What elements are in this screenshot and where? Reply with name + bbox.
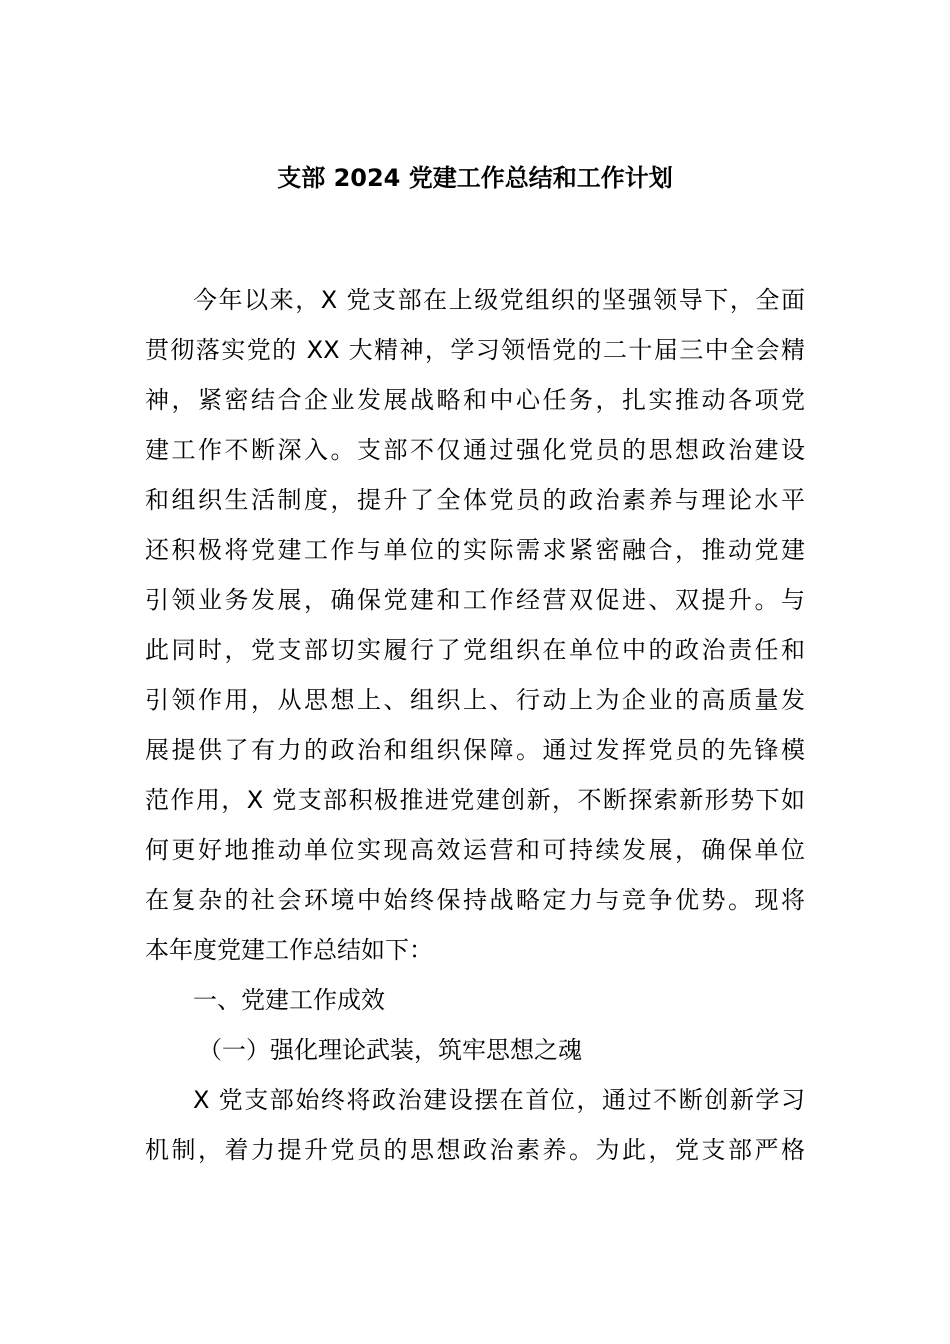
paragraph-line: 在复杂的社会环境中始终保持战略定力与竞争优势。现将 xyxy=(145,886,805,914)
paragraph-line: 展提供了有力的政治和组织保障。通过发挥党员的先锋模 xyxy=(145,736,805,764)
paragraph-line: 何更好地推动单位实现高效运营和可持续发展，确保单位 xyxy=(145,836,805,864)
paragraph-line: 今年以来，X 党支部在上级党组织的坚强领导下，全面 xyxy=(193,286,805,314)
paragraph-line: 和组织生活制度，提升了全体党员的政治素养与理论水平 xyxy=(145,486,805,514)
paragraph-line: 神，紧密结合企业发展战略和中心任务，扎实推动各项党 xyxy=(145,386,805,414)
paragraph-line: 此同时，党支部切实履行了党组织在单位中的政治责任和 xyxy=(145,636,805,664)
document-title: 支部 2024 党建工作总结和工作计划 xyxy=(277,164,673,192)
paragraph-line: 机制，着力提升党员的思想政治素养。为此，党支部严格 xyxy=(145,1136,805,1164)
paragraph-line: X 党支部始终将政治建设摆在首位，通过不断创新学习 xyxy=(193,1086,805,1114)
section-heading: 一、党建工作成效 xyxy=(193,986,385,1014)
paragraph-line: 还积极将党建工作与单位的实际需求紧密融合，推动党建 xyxy=(145,536,805,564)
subsection-heading: （一）强化理论武装，筑牢思想之魂 xyxy=(198,1036,582,1064)
paragraph-line: 本年度党建工作总结如下： xyxy=(145,936,433,964)
paragraph-line: 贯彻落实党的 XX 大精神，学习领悟党的二十届三中全会精 xyxy=(145,336,805,364)
paragraph-line: 建工作不断深入。支部不仅通过强化党员的思想政治建设 xyxy=(145,436,805,464)
paragraph-line: 引领业务发展，确保党建和工作经营双促进、双提升。与 xyxy=(145,586,805,614)
paragraph-line: 范作用，X 党支部积极推进党建创新，不断探索新形势下如 xyxy=(145,786,805,814)
paragraph-line: 引领作用，从思想上、组织上、行动上为企业的高质量发 xyxy=(145,686,805,714)
